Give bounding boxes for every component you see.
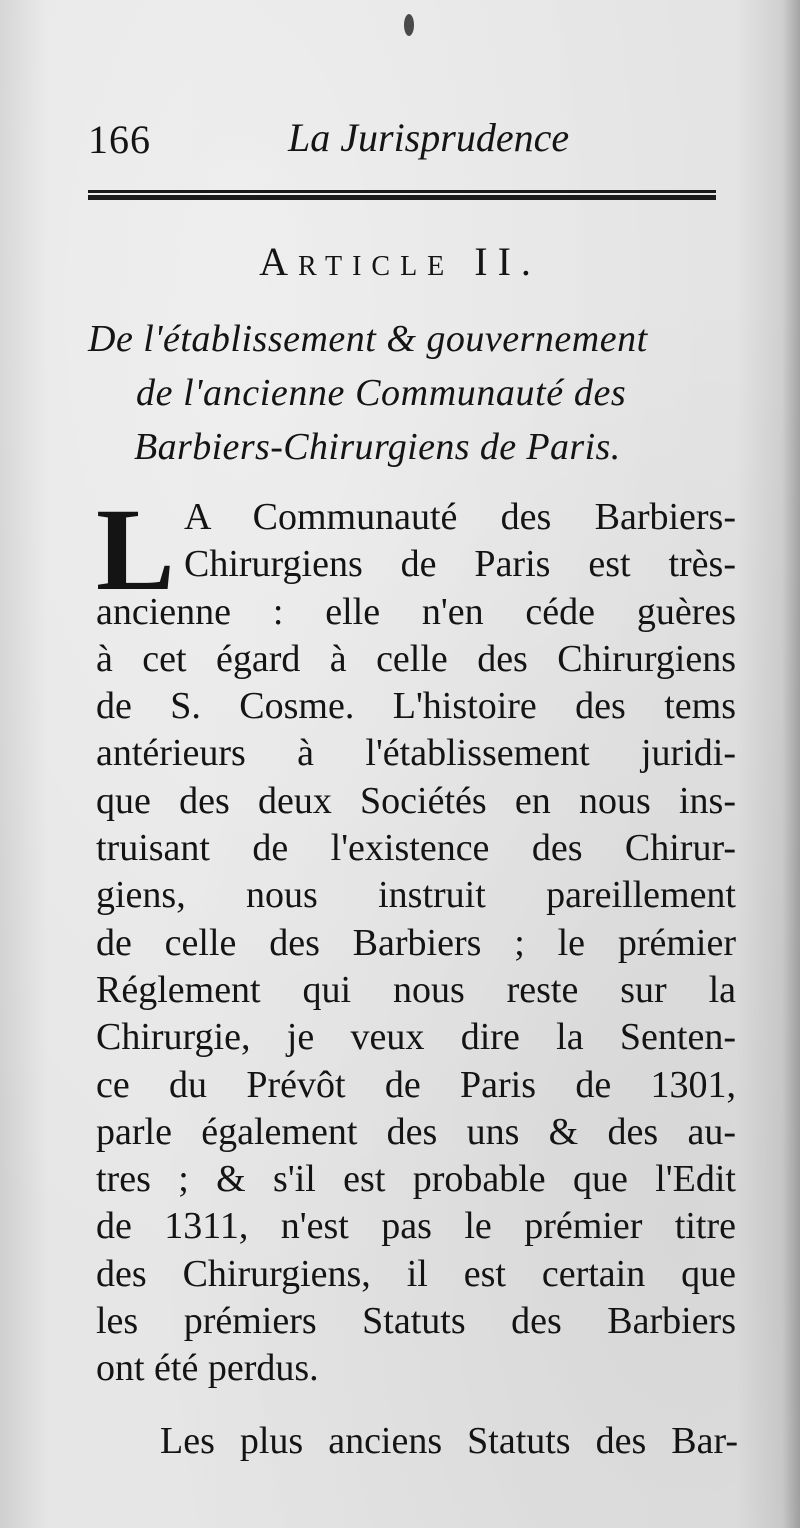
running-title: La Jurisprudence [288, 115, 570, 160]
text-line: que des deux Sociétés en nous ins- [96, 779, 736, 822]
text-line: parle également des uns & des au- [96, 1110, 736, 1153]
text-line: ce du Prévôt de Paris de 1301, [96, 1063, 736, 1106]
next-paragraph-line: Les plus anciens Statuts des Bar- [160, 1420, 738, 1462]
text-line: Chirurgiens de Paris est très- [184, 543, 736, 586]
text-line: de 1311, n'est pas le prémier titre [96, 1205, 736, 1248]
page-edge-shadow [782, 0, 800, 1528]
page-header [88, 108, 718, 168]
text-line: les prémiers Statuts des Barbiers [96, 1300, 736, 1343]
text-line: ont été perdus. [96, 1347, 319, 1390]
subtitle-line: de l'ancienne Communauté des [136, 372, 627, 414]
text-line: de celle des Barbiers ; le prémier [96, 921, 736, 964]
drop-cap: L [96, 484, 175, 615]
subtitle-line: De l'établissement & gouvernement [88, 318, 648, 360]
text-line: Réglement qui nous reste sur la [96, 968, 736, 1011]
text-line: ancienne : elle n'en céde guères [96, 590, 736, 633]
article-subtitle [88, 312, 728, 474]
text-line: antérieurs à l'établissement juridi- [96, 732, 736, 775]
text-line: tres ; & s'il est probable que l'Edit [96, 1158, 736, 1201]
page-number: 166 [88, 117, 151, 162]
body-paragraph [96, 484, 736, 1393]
header-rule [88, 190, 716, 200]
text-line: A Communauté des Barbiers- [184, 496, 736, 538]
text-line: truisant de l'existence des Chirur- [96, 827, 736, 870]
text-line: à cet égard à celle des Chirurgiens [96, 637, 736, 680]
ink-blot [404, 14, 414, 36]
text-line: Chirurgie, je veux dire la Senten- [96, 1016, 736, 1059]
text-line: de S. Cosme. L'histoire des tems [96, 685, 736, 728]
article-heading: Article II. [259, 239, 541, 284]
subtitle-line: Barbiers-Chirurgiens de Paris. [134, 426, 621, 468]
text-line: des Chirurgiens, il est certain que [96, 1252, 736, 1295]
text-line: giens, nous instruit pareillement [96, 874, 736, 917]
